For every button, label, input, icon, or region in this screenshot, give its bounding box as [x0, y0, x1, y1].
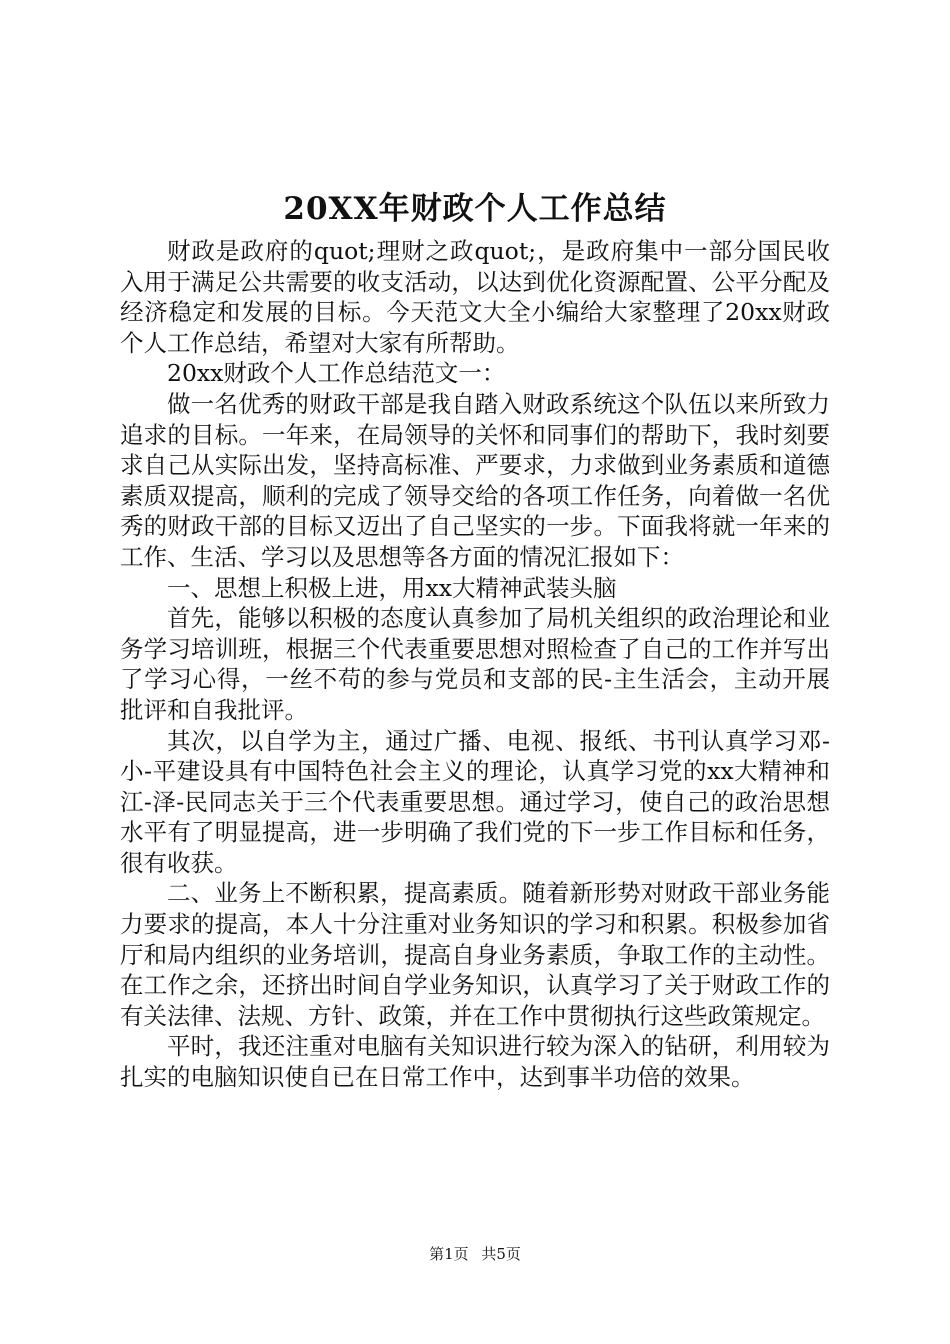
paragraph-intro: 财政是政府的quot;理财之政quot;，是政府集中一部分国民收入用于满足公共需要的收支活动，以达到优化资源配置、公平分配及经济稳定和发展的目标。今天范文大全小编给大家整理了20xx财政个人工作总结，希望对大家有所帮助。 — [120, 237, 830, 357]
page-footer — [0, 1244, 950, 1264]
paragraph-second: 其次，以自学为主，通过广播、电视、报纸、书刊认真学习邓-小-平建设具有中国特色社会主义的理论，认真学习党的xx大精神和江-泽-民同志关于三个代表重要思想。通过学习，使自己的政治思想水平有了明显提高，进一步明确了我们党的下一步工作目标和任务，很有收获。 — [120, 726, 830, 877]
document-body — [120, 236, 830, 1093]
paragraph-sample-heading: 20xx财政个人工作总结范文一： — [167, 359, 506, 388]
section-heading-thought: 一、思想上积极上进，用xx大精神武装头脑 — [167, 573, 617, 602]
paragraph-first: 首先，能够以积极的态度认真参加了局机关组织的政治理论和业务学习培训班，根据三个代表重要思想对照检查了自己的工作并写出了学习心得，一丝不苟的参与党员和支部的民-主生活会，主动开展批评和自我批评。 — [120, 604, 830, 724]
document-title: 20XX年财政个人工作总结 — [283, 191, 667, 227]
page-number: 第1页 — [429, 1245, 469, 1263]
paragraph-goal: 做一名优秀的财政干部是我自踏入财政系统这个队伍以来所致力追求的目标。一年来，在局领导的关怀和同事们的帮助下，我时刻要求自己从实际出发，坚持高标准、严要求，力求做到业务素质和道德素质双提高，顺利的完成了领导交给的各项工作任务，向着做一名优秀的财政干部的目标又迈出了自己坚实的一步。下面我将就一年来的工作、生活、学习以及思想等各方面的情况汇报如下： — [120, 389, 830, 571]
page-total: 共5页 — [481, 1245, 521, 1263]
paragraph-business: 二、业务上不断积累，提高素质。随着新形势对财政干部业务能力要求的提高，本人十分注重对业务知识的学习和积累。积极参加省厅和局内组织的业务培训，提高自身业务素质，争取工作的主动性。在工作之余，还挤出时间自学业务知识，认真学习了关于财政工作的有关法律、法规、方针、政策，并在工作中贯彻执行这些政策规定。 — [120, 879, 830, 1030]
paragraph-computer: 平时，我还注重对电脑有关知识进行较为深入的钻研，利用较为扎实的电脑知识使自已在日常工作中，达到事半功倍的效果。 — [120, 1032, 830, 1092]
